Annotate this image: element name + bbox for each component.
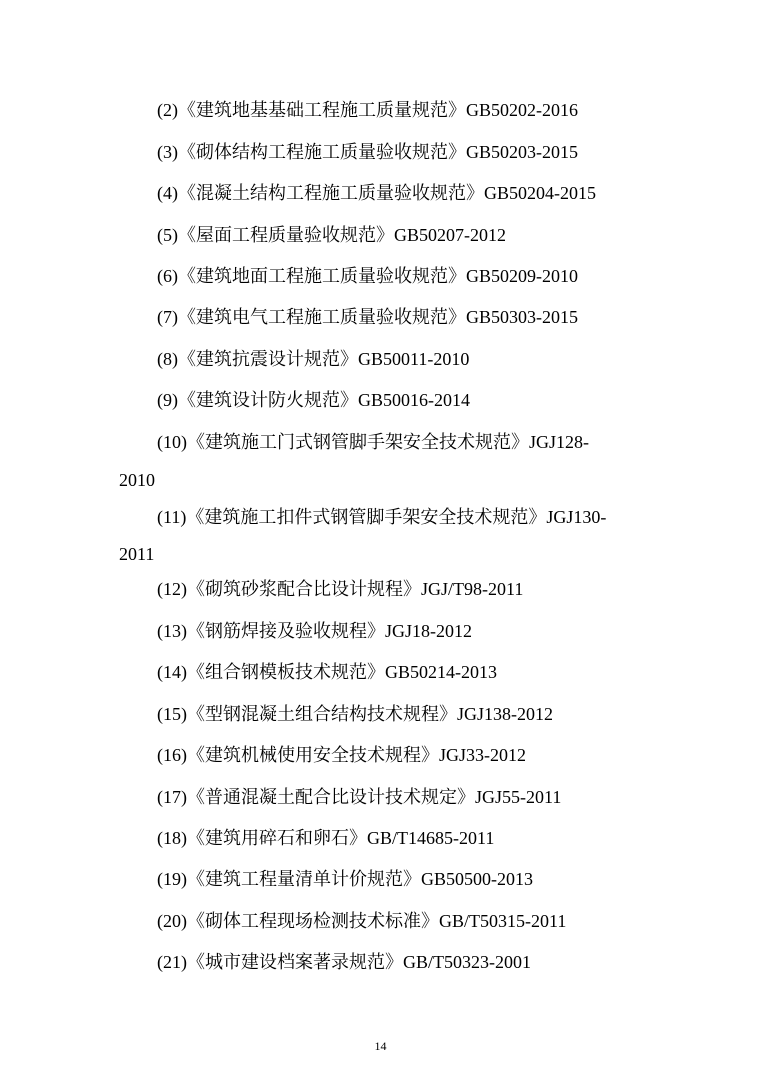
reference-item-13: (13)《钢筋焊接及验收规程》JGJ18-2012 [157, 621, 472, 641]
reference-item-9: (9)《建筑设计防火规范》GB50016-2014 [157, 390, 470, 410]
reference-item-5: (5)《屋面工程质量验收规范》GB50207-2012 [157, 225, 506, 245]
reference-item-3: (3)《砌体结构工程施工质量验收规范》GB50203-2015 [157, 142, 578, 162]
reference-item-12: (12)《砌筑砂浆配合比设计规程》JGJ/T98-2011 [157, 579, 524, 599]
reference-item-7: (7)《建筑电气工程施工质量验收规范》GB50303-2015 [157, 307, 578, 327]
reference-item-15: (15)《型钢混凝土组合结构技术规程》JGJ138-2012 [157, 704, 553, 724]
reference-item-11: (11)《建筑施工扣件式钢管脚手架安全技术规范》JGJ130- [157, 507, 607, 527]
reference-item-16: (16)《建筑机械使用安全技术规程》JGJ33-2012 [157, 745, 526, 765]
reference-item-14: (14)《组合钢模板技术规范》GB50214-2013 [157, 662, 497, 682]
reference-item-18: (18)《建筑用碎石和卵石》GB/T14685-2011 [157, 828, 495, 848]
reference-item-8: (8)《建筑抗震设计规范》GB50011-2010 [157, 349, 470, 369]
reference-item-21: (21)《城市建设档案著录规范》GB/T50323-2001 [157, 952, 531, 972]
page-number: 14 [374, 1039, 387, 1053]
reference-item-20: (20)《砌体工程现场检测技术标准》GB/T50315-2011 [157, 911, 567, 931]
reference-item-10-continuation: 2010 [119, 470, 155, 490]
reference-item-4: (4)《混凝土结构工程施工质量验收规范》GB50204-2015 [157, 183, 596, 203]
reference-item-19: (19)《建筑工程量清单计价规范》GB50500-2013 [157, 869, 533, 889]
reference-item-6: (6)《建筑地面工程施工质量验收规范》GB50209-2010 [157, 266, 578, 286]
reference-item-10: (10)《建筑施工门式钢管脚手架安全技术规范》JGJ128- [157, 432, 589, 452]
reference-item-2: (2)《建筑地基基础工程施工质量规范》GB50202-2016 [157, 100, 578, 120]
reference-item-17: (17)《普通混凝土配合比设计技术规定》JGJ55-2011 [157, 787, 562, 807]
reference-item-11-continuation: 2011 [119, 544, 155, 564]
